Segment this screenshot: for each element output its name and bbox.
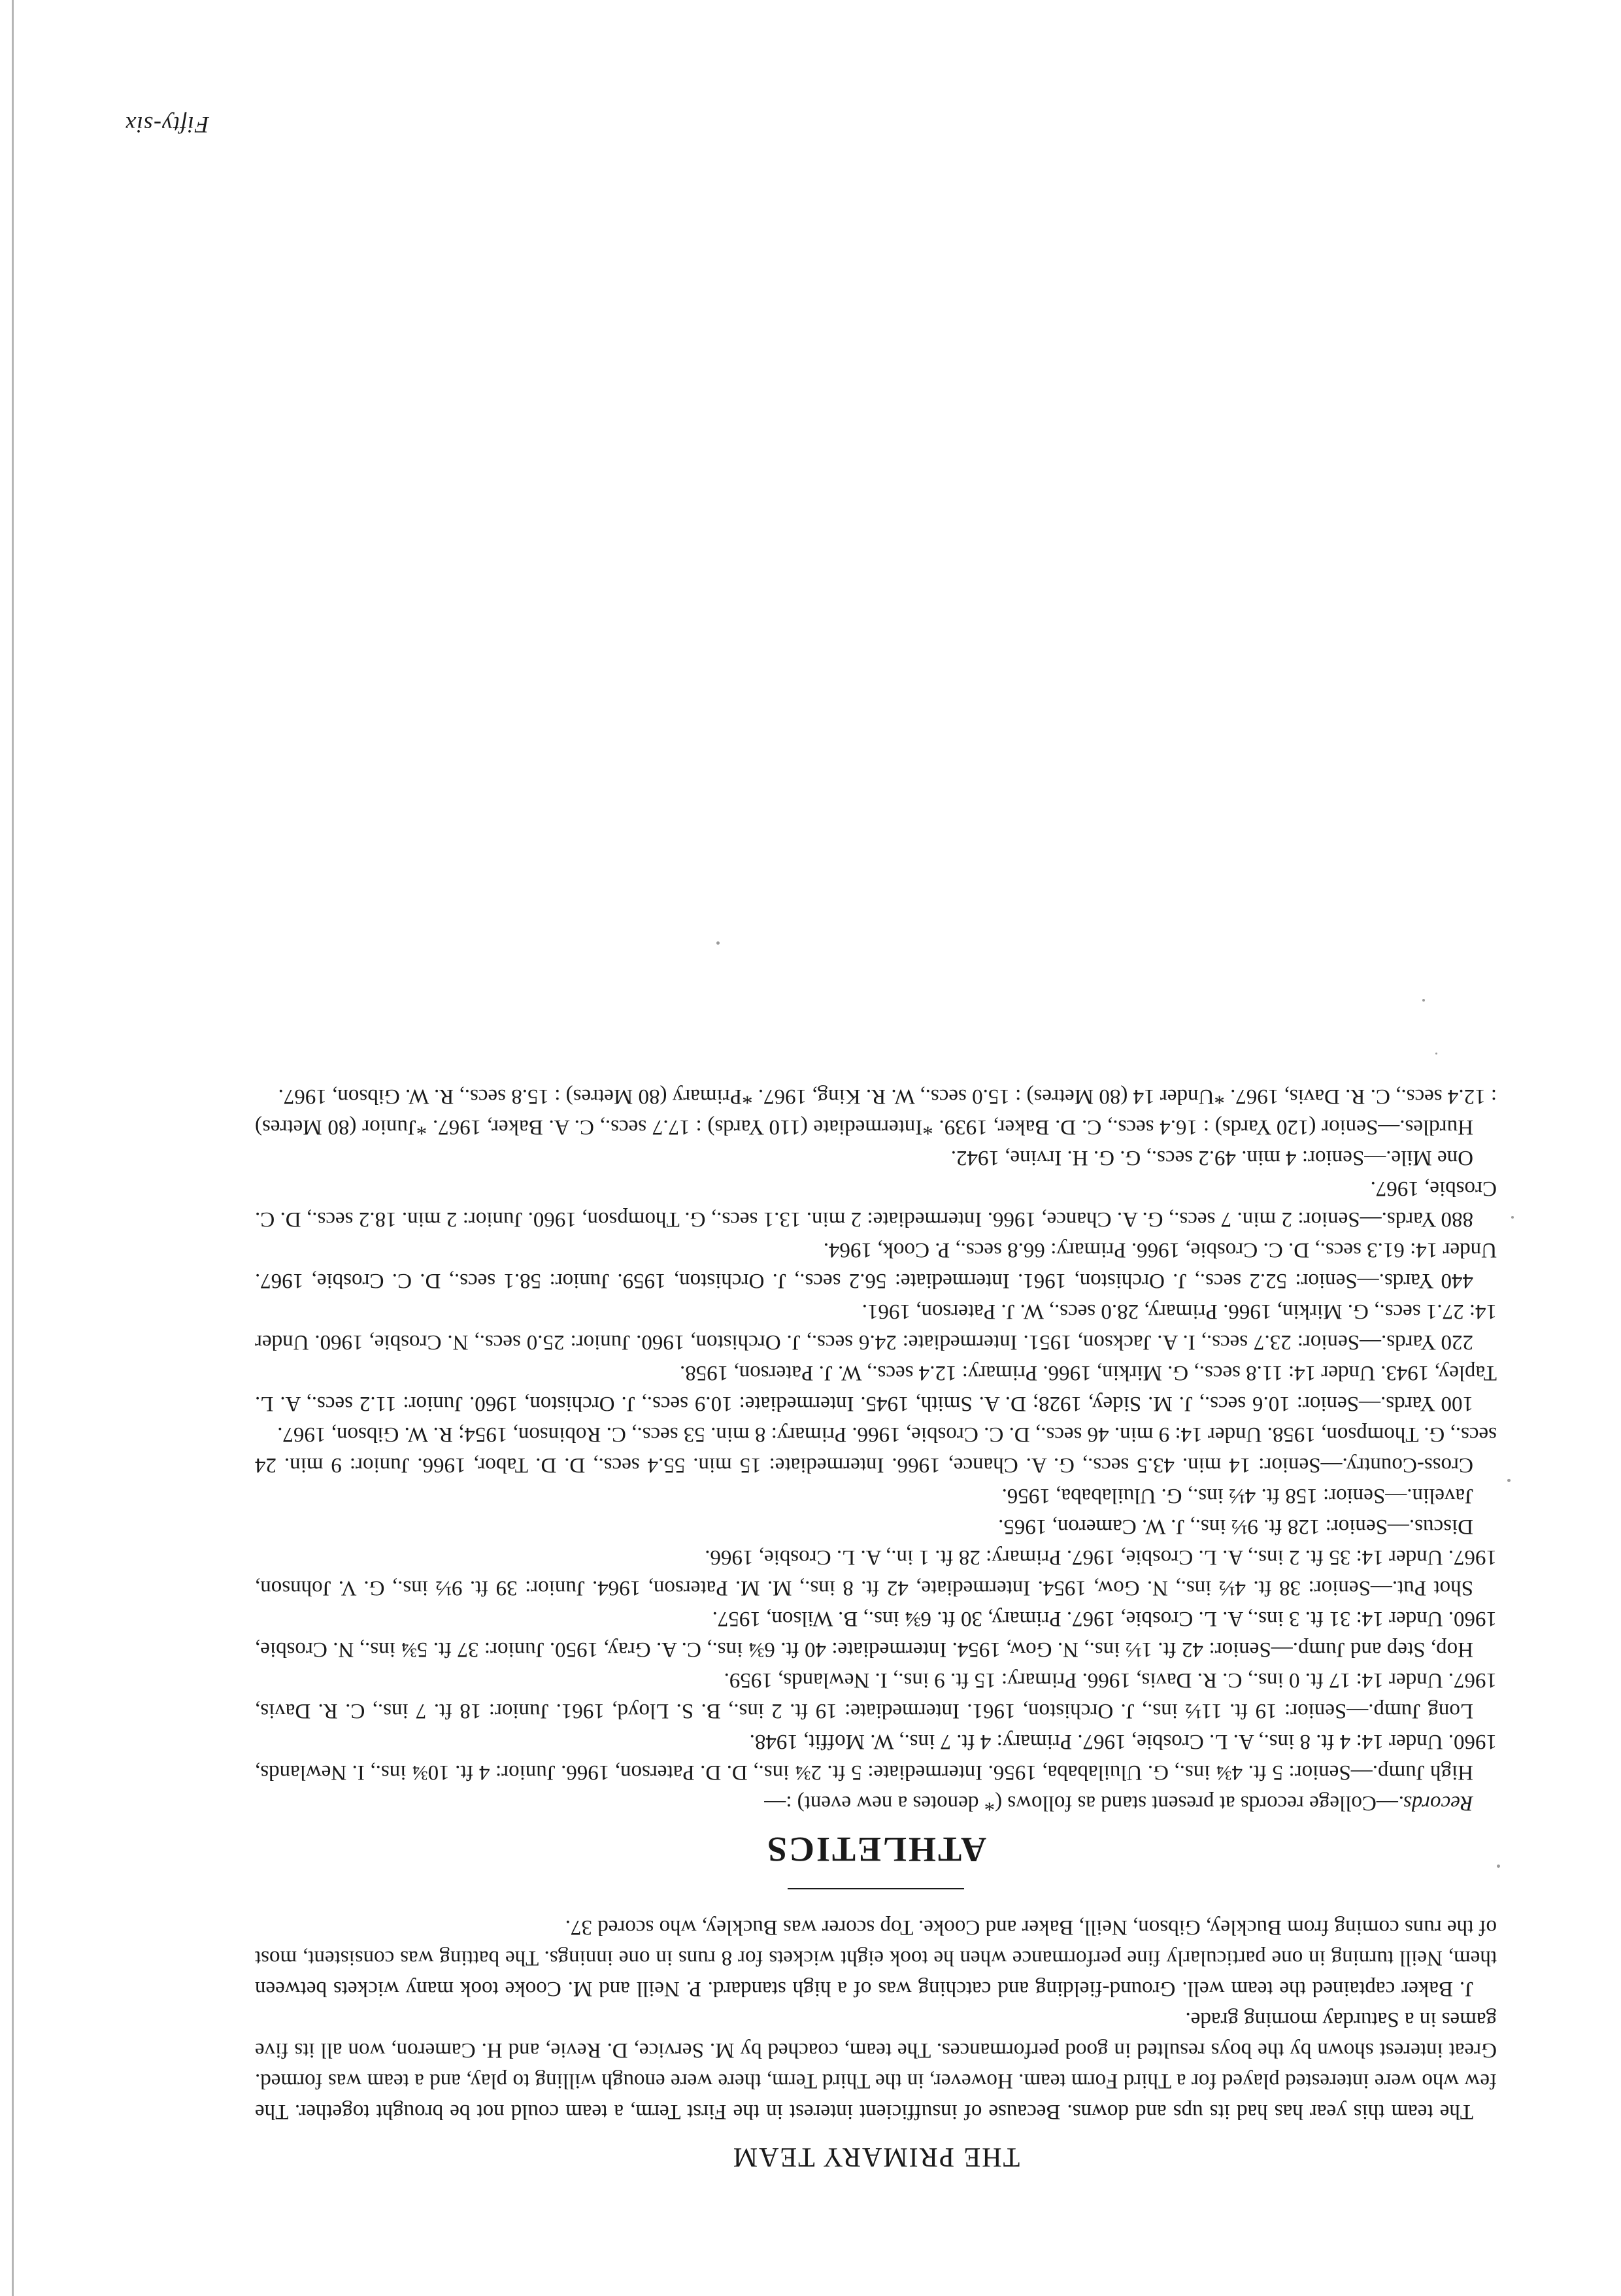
record-entry-javelin: Javelin.—Senior: 158 ft. 4½ ins., G. Uluilababa, 1956. xyxy=(1001,1484,1473,1508)
record-entry-440-yards: 440 Yards.—Senior: 52.2 secs., J. Orchiston, 1961. Intermediate: 56.2 secs., J. Orchiston, 1959. Junior: 58.1 secs., D. C. Crosbie, 1967. Under 14: 61.3 secs., D. C. Crosbie, 1966. Primary: 66.8 secs., P. Cook, 1964. xyxy=(255,1238,1497,1292)
athletics-heading: ATHLETICS xyxy=(765,1830,987,1869)
records-lead: Records. xyxy=(1397,1791,1473,1815)
scan-speck xyxy=(1435,1053,1437,1055)
text-column xyxy=(255,1081,1497,2172)
primary-team-heading: THE PRIMARY TEAM xyxy=(731,2142,1020,2172)
section-divider xyxy=(788,1888,964,1889)
record-entry-discus: Discus.—Senior: 128 ft. 9½ ins., J. W. Cameron, 1965. xyxy=(998,1515,1473,1538)
primary-team-paragraph: The team this year has had its ups and downs. Because of insufficient interest in the First Term, a team could not be brought together. The few who were interested played for a Third Form team. However, in the Third Term, there were enough willing to play, and a team was formed. Great interest shown by the boys resulted in good performances. The team, coached by M. Service, D. Revie, and H. Cameron, won all its five games in a Saturday morning grade. xyxy=(255,2008,1497,2123)
scan-speck xyxy=(1511,1216,1514,1219)
primary-team-paragraph: J. Baker captained the team well. Ground-fielding and catching was of a high standard. P. Neill and M. Cooke took many wickets between them, Neill turning in one particularly fine performance when he took eight wickets for 8 runs in one innings. The batting was consistent, most of the runs coming from Buckley, Gibson, Neill, Baker and Cooke. Top scorer was Buckley, who scored 37. xyxy=(255,1916,1497,2001)
page-number: Fifty-six xyxy=(125,112,209,138)
scan-speck xyxy=(1422,999,1425,1002)
record-entry-one-mile: One Mile.—Senior: 4 min. 49.2 secs., G. G. H. Irvine, 1942. xyxy=(950,1146,1473,1170)
record-entry-hurdles: Hurdles.—Senior (120 Yards) : 16.4 secs., C. D. Baker, 1939. *Intermediate (110 Yards) : 17.7 secs., C. A. Baker, 1967. *Junior (80 Metres) : 12.4 secs., C. R. Davis, 1967. *Under 14 (80 Metres) : 15.0 secs., W. R. King, 1967. *Primary (80 Metres) : 15.8 secs., R. W. Gibson, 1967. xyxy=(255,1085,1497,1139)
record-entry-hop-step-jump: Hop, Step and Jump.—Senior: 42 ft. 1½ ins., N. Gow, 1954. Intermediate: 40 ft. 6¾ ins., C. A. Gray, 1950. Junior: 37 ft. 5¾ ins., N. Crosbie, 1960. Under 14: 31 ft. 3 ins., A. L. Crosbie, 1967. Primary, 30 ft. 6¾ ins., B. Wilson, 1957. xyxy=(255,1607,1497,1661)
records-intro xyxy=(255,1787,1497,1818)
scan-speck xyxy=(1497,1865,1500,1868)
record-entry-220-yards: 220 Yards.—Senior: 23.7 secs., I. A. Jackson, 1951. Intermediate: 24.6 secs., J. Orchiston, 1960. Junior: 25.0 secs., N. Crosbie, 1960. Under 14: 27.1 secs., G. Mirkin, 1966. Primary, 28.0 secs., W. J. Paterson, 1961. xyxy=(255,1300,1497,1354)
scan-speck xyxy=(716,941,720,945)
record-entry-shot-put: Shot Put.—Senior: 38 ft. 4½ ins., N. Gow, 1954. Intermediate, 42 ft. 8 ins., M. M. Paterson, 1964. Junior: 39 ft. 9½ ins., G. V. Johnson, 1967. Under 14: 35 ft. 2 ins., A. L. Crosbie, 1967. Primary: 28 ft. 1 in., A. L. Crosbie, 1966. xyxy=(255,1545,1497,1600)
records-intro-text: —College records at present stand as follows (* denotes a new event) :— xyxy=(764,1791,1398,1815)
record-entry-cross-country: Cross-Country.—Senior: 14 min. 43.5 secs., G. A. Chance, 1966. Intermediate: 15 min. 55.4 secs., D. D. Tabor, 1966. Junior: 9 min. 24 secs., G. Thompson, 1958. Under 14: 9 min. 46 secs., D. C. Crosbie, 1966. Primary: 8 min. 53 secs., C. Robinson, 1954; R. W. Gibson, 1967. xyxy=(255,1423,1497,1477)
scan-speck xyxy=(1507,1479,1511,1482)
record-entry-high-jump: High Jump.—Senior: 5 ft. 4¾ ins., G. Uluilababa, 1956. Intermediate: 5 ft. 2¾ ins., D. D. Paterson, 1966. Junior: 4 ft. 10¾ ins., I. Newlands, 1960. Under 14: 4 ft. 8 ins., A. L. Crosbie, 1967. Primary: 4 ft. 7 ins., W. Moffit, 1948. xyxy=(255,1730,1497,1784)
record-entry-long-jump: Long Jump.—Senior: 19 ft. 11½ ins., J. Orchiston, 1961. Intermediate: 19 ft. 2 ins., B. S. Lloyd, 1961. Junior: 18 ft. 7 ins., C. R. Davis, 1967. Under 14: 17 ft. 0 ins., C. R. Davis, 1966. Primary: 15 ft. 9 ins., I. Newlands, 1959. xyxy=(255,1668,1497,1723)
record-entry-880-yards: 880 Yards.—Senior: 2 min. 7 secs., G. A. Chance, 1966. Intermediate: 2 min. 13.1 secs., G. Thompson, 1960. Junior: 2 min. 18.2 secs., D. C. Crosbie, 1967. xyxy=(255,1177,1497,1231)
record-entry-100-yards: 100 Yards.—Senior: 10.6 secs., J. M. Sidey, 1928; D. A. Smith, 1945. Intermediate: 10.9 secs., J. Orchiston, 1960. Junior: 11.2 secs., A. L. Tapley, 1943. Under 14: 11.8 secs., G. Mirkin, 1966. Primary: 12.4 secs., W. J. Paterson, 1958. xyxy=(255,1361,1497,1415)
